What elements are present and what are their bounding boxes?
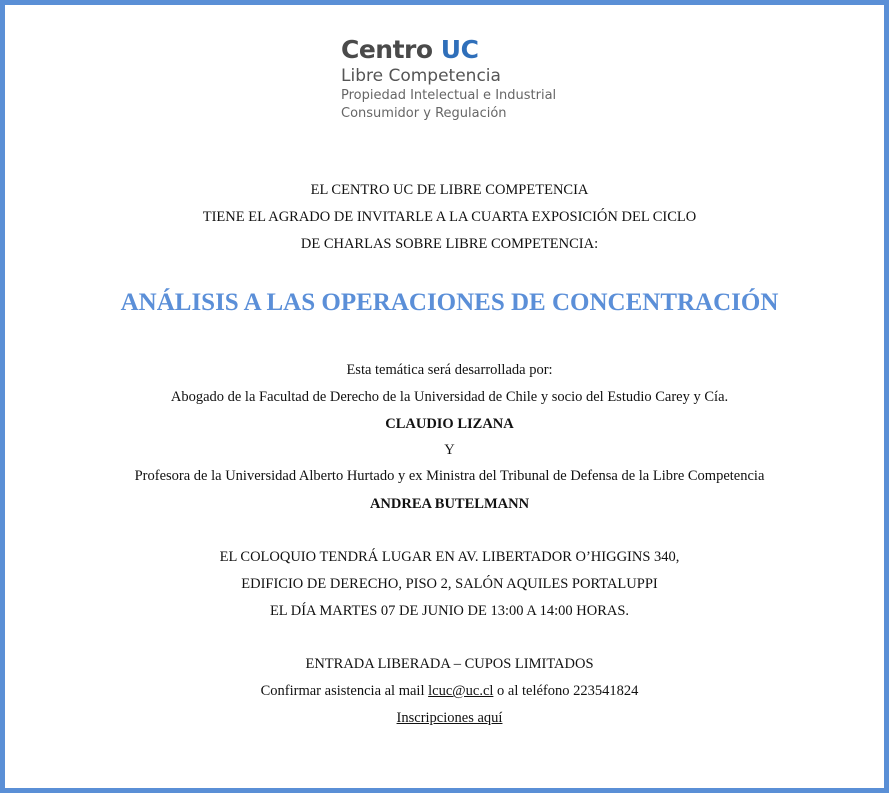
confirm-attendance (5, 682, 889, 700)
logo-line-propiedad-intelectual: Propiedad Intelectual e Industrial (341, 88, 557, 103)
logo-brand (341, 35, 556, 65)
intro-line-2: TIENE EL AGRADO DE INVITARLE A LA CUARTA EXPOSICIÓN DEL CICLO (202, 209, 697, 225)
logo-line-consumidor: Consumidor y Regulación (341, 106, 507, 121)
confirm-suffix: o al teléfono 223541824 (493, 683, 639, 699)
centro-uc-logo (341, 35, 556, 123)
venue-line-3: EL DÍA MARTES 07 DE JUNIO DE 13:00 A 14:00 HORAS. (269, 603, 630, 619)
venue-line-1: EL COLOQUIO TENDRÁ LUGAR EN AV. LIBERTADOR O’HIGGINS 340, (219, 549, 680, 565)
signup-link[interactable]: Inscripciones aquí (396, 710, 503, 726)
speakers-lead: Esta temática será desarrollada por: (346, 362, 553, 378)
logo-brand-accent: UC (440, 35, 479, 64)
speaker1-description: Abogado de la Facultad de Derecho de la Universidad de Chile y socio del Estudio Carey y Cía. (170, 389, 729, 405)
logo-line-libre-competencia: Libre Competencia (341, 66, 501, 86)
speaker1-name: CLAUDIO LIZANA (385, 416, 514, 432)
event-title: ANÁLISIS A LAS OPERACIONES DE CONCENTRACIÓN (120, 289, 779, 316)
speakers-conjunction: Y (444, 442, 455, 458)
email-link[interactable]: lcuc@uc.cl (428, 683, 494, 699)
speaker2-description: Profesora de la Universidad Alberto Hurtado y ex Ministra del Tribunal de Defensa de la Libre Competencia (134, 468, 765, 484)
signup-row (5, 709, 889, 727)
intro-line-3: DE CHARLAS SOBRE LIBRE COMPETENCIA: (300, 236, 599, 252)
intro-line-1: EL CENTRO UC DE LIBRE COMPETENCIA (310, 182, 589, 198)
entry-notice: ENTRADA LIBERADA – CUPOS LIMITADOS (305, 656, 594, 672)
speaker2-name: ANDREA BUTELMANN (369, 496, 530, 512)
venue-line-2: EDIFICIO DE DERECHO, PISO 2, SALÓN AQUILES PORTALUPPI (241, 576, 658, 592)
logo-brand-main: Centro (341, 35, 433, 64)
confirm-prefix: Confirmar asistencia al mail (260, 683, 429, 699)
